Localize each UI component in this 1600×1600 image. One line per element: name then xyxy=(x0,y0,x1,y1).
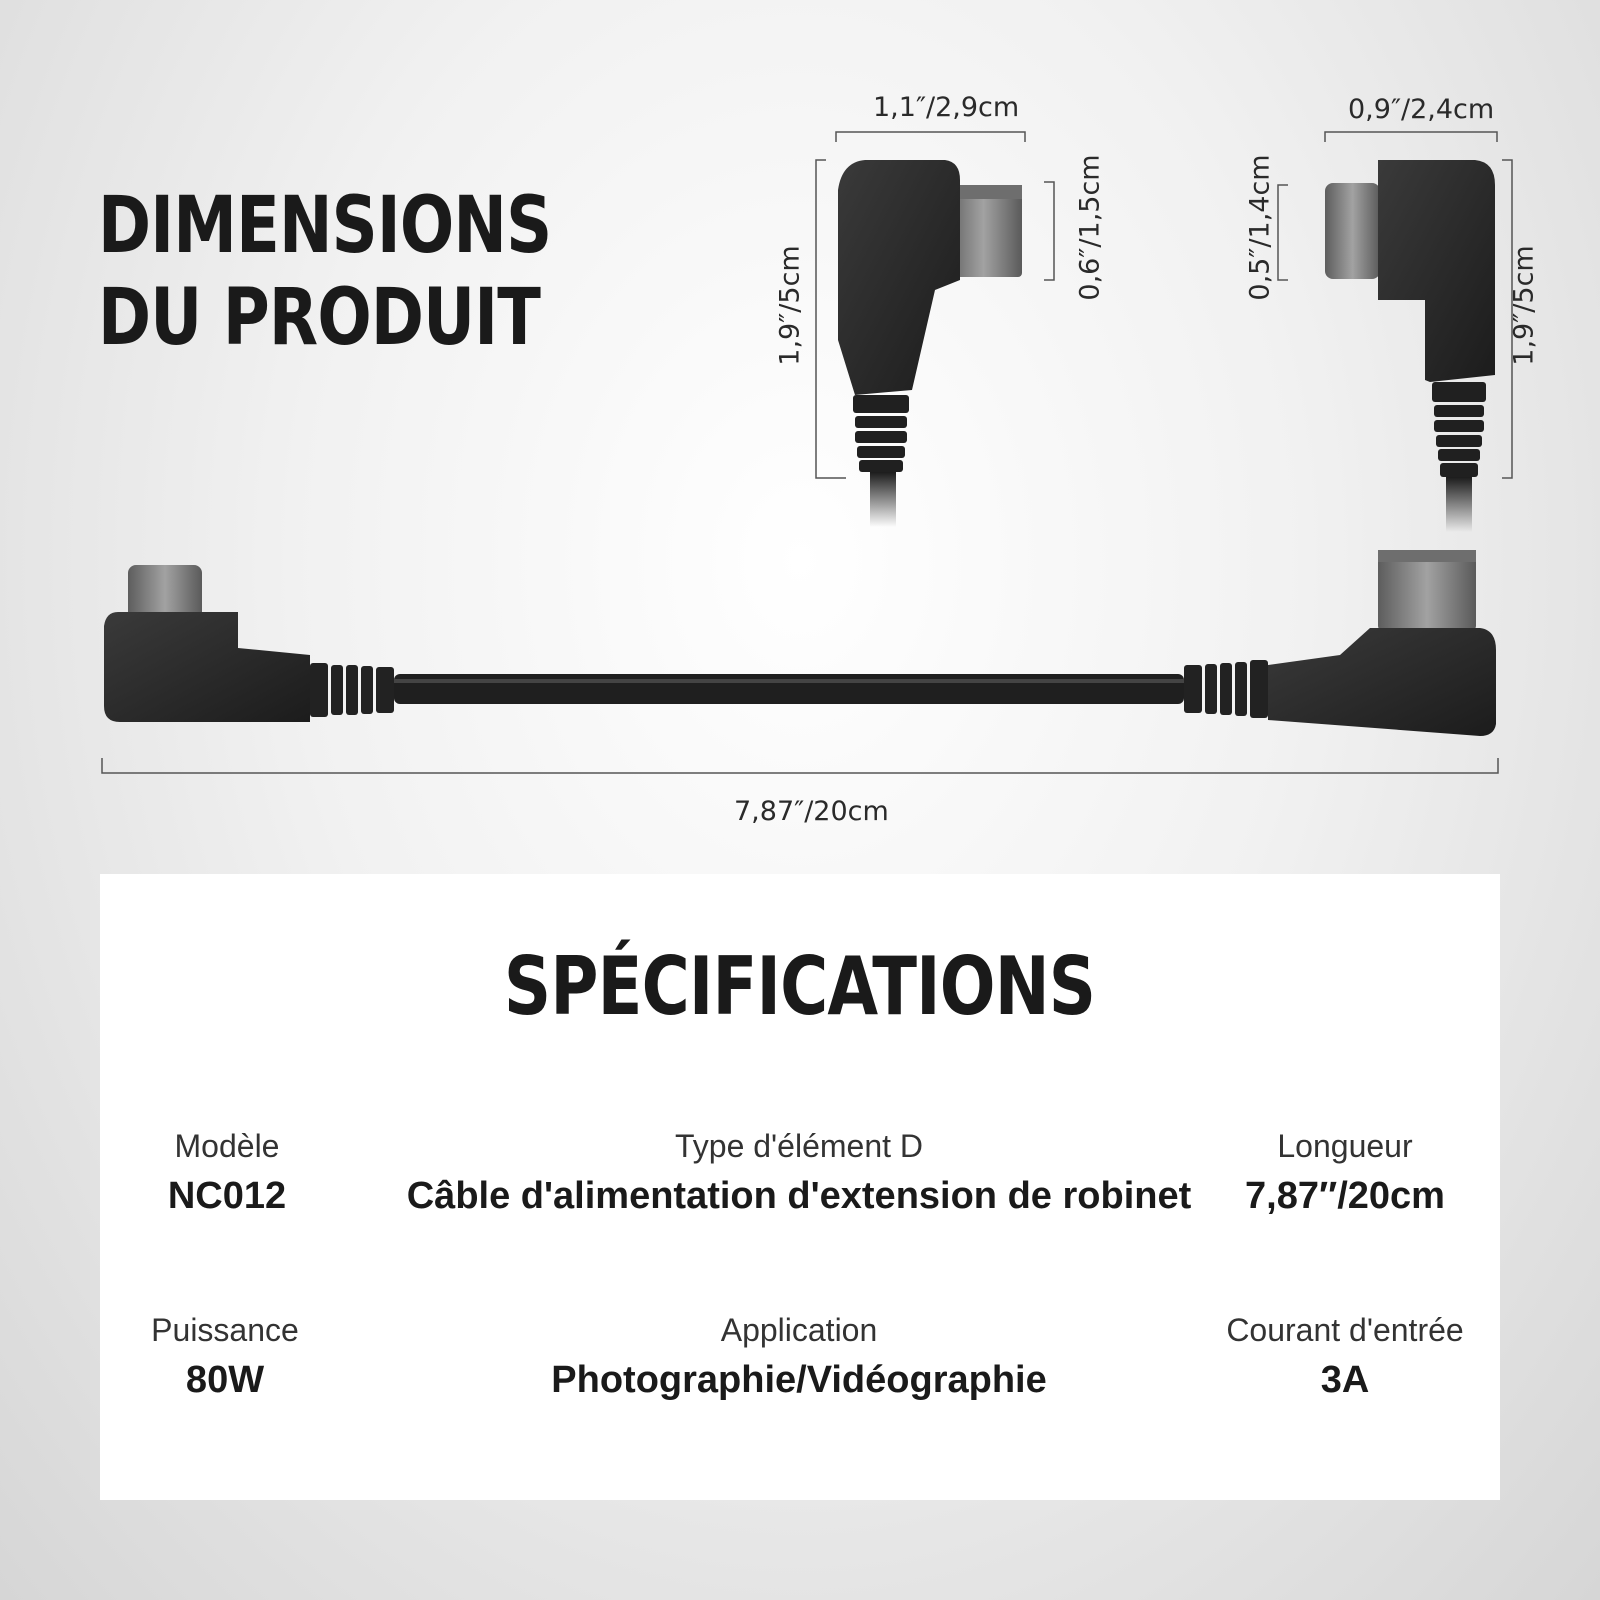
dim-connector-a-height: 1,9″/5cm xyxy=(774,245,806,366)
connector-b-closeup xyxy=(1325,160,1495,532)
strain-relief-a xyxy=(853,395,909,472)
dim-connector-b-plug: 0,5″/1,4cm xyxy=(1244,154,1276,301)
heading-line-2: DU PRODUIT xyxy=(98,273,541,363)
spec-value: Câble d'alimentation d'extension de robinet xyxy=(406,1175,1192,1217)
spec-label: Application xyxy=(720,1312,878,1348)
dim-cable-length: 7,87″/20cm xyxy=(734,796,889,827)
heading-line-1: DIMENSIONS xyxy=(98,181,552,271)
specifications-card xyxy=(100,874,1500,1500)
spec-type xyxy=(407,1128,1192,1218)
spec-label: Type d'élément D xyxy=(674,1128,924,1164)
connector-a-body xyxy=(838,160,960,395)
spec-value: 3A xyxy=(1320,1359,1370,1401)
spec-label: Courant d'entrée xyxy=(1226,1312,1464,1348)
full-cable xyxy=(104,550,1496,736)
spec-value: Photographie/Vidéographie xyxy=(551,1359,1047,1401)
strain-relief-b xyxy=(1432,382,1486,477)
spec-input-current xyxy=(1226,1312,1463,1402)
connector-b-body xyxy=(1378,160,1495,382)
spec-label: Puissance xyxy=(151,1312,299,1348)
spec-power xyxy=(151,1312,299,1402)
spec-value: 80W xyxy=(185,1359,265,1401)
spec-label: Longueur xyxy=(1277,1128,1413,1164)
spec-label: Modèle xyxy=(174,1128,280,1164)
spec-application xyxy=(551,1312,1046,1402)
cable-wire xyxy=(394,674,1184,704)
connector-a-closeup xyxy=(838,160,1022,527)
spec-value: NC012 xyxy=(167,1175,287,1217)
right-connector-body xyxy=(1268,628,1496,736)
dim-connector-b-width: 0,9″/2,4cm xyxy=(1348,94,1495,125)
left-connector-body xyxy=(104,612,310,722)
dim-connector-a-plug: 0,6″/1,5cm xyxy=(1074,154,1106,301)
plug-b-metal xyxy=(1325,183,1380,279)
dim-connector-a-width: 1,1″/2,9cm xyxy=(873,92,1020,123)
left-strain-relief xyxy=(310,663,394,717)
right-strain-relief xyxy=(1184,660,1268,718)
spec-length xyxy=(1245,1128,1445,1218)
specifications-title: SPÉCIFICATIONS xyxy=(504,940,1096,1033)
spec-value: 7,87″/20cm xyxy=(1245,1175,1445,1217)
spec-model xyxy=(168,1128,286,1218)
dim-connector-b-height: 1,9″/5cm xyxy=(1508,245,1540,366)
